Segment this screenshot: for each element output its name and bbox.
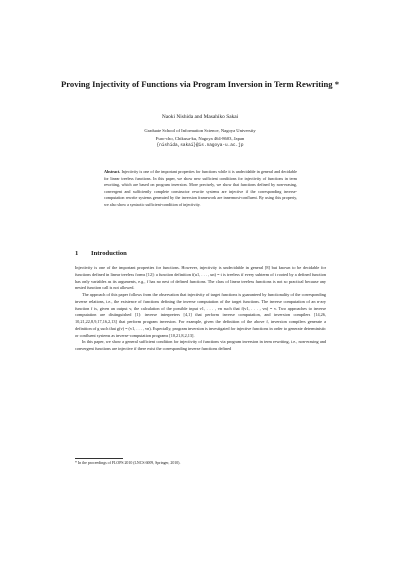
section-title: Introduction: [91, 250, 127, 257]
section-heading: [75, 250, 335, 257]
paragraph: Injectivity is one of the important properties for functions. However, injectivity is undecidable in general [8] but known to be decidable for functions defined in linear treeless forms [12]: a function definition f(u1, . . . , un) = t is treeless if every subterm of t rooted by a defined function has only variables as its arguments, e.g., f has no nest of defined functions. The class of linear treeless functions is not so practical because any nested function call is not allowed.: [75, 265, 326, 291]
affiliation-line-2: Furo-cho, Chikusa-ku, Nagoya 464-8603, Japan: [155, 135, 245, 141]
paragraph: The approach of this paper follows from the observation that injectivity of target functions is guaranteed by functionality of the corresponding inverse relations, i.e., the existence of functions defining the inverse computation of the target functions. The inverse computation of an n-ary function f is, given an output v, the calculation of the possible input v1, . . . , vn such that f(v1, . . . , vn) = v. Two approaches to inverse computation are distinguished [1]: inverse interpreters [4,1] that perform inverse computation, and inversion compilers [14,26, 10,21,22,8,9,17,16,2,13] that perform program inversion. For example, given the definition of the above f, inversion compilers generate a definition of g such that g(v) = (v1, . . . , vn). Especially, program inversion is investigated for injective functions in order to generate deterministic or confluent systems as inverse-computation programs [10,21,8,2,13].: [75, 292, 326, 338]
affiliation-line-1: Graduate School of Information Science, Nagoya University: [144, 128, 256, 133]
body-text: [75, 265, 326, 353]
author-email: {nishida,sakai}@is.nagoya-u.ac.jp: [156, 143, 244, 149]
abstract: [104, 169, 297, 209]
footnote: * In the proceedings of FLOPS 2010 (LNCS 6009, Springer, 2010).: [75, 461, 181, 465]
affiliation: [60, 127, 340, 150]
abstract-text: Injectivity is one of the important properties for functions while it is undecidable in general and decidable for linear treeless functions. In this paper, we show new sufficient conditions for injectivity of functions in term rewriting, which are based on program inversion. More precisely, we show that functions defined by non-erasing, convergent and sufficiently complete constructor rewrite systems are injective if the corresponding inverse-computation rewrite systems generated by the inversion framework are innermost-confluent. By using this property, we also show a syntactic sufficient-condition of injectivity.: [104, 169, 297, 207]
paragraph: In this paper, we show a general sufficient condition for injectivity of functions via program inversion in term rewriting, i.e., non-erasing and convergent functions are injective if there exist the corresponding inverse functions defined: [75, 339, 326, 351]
footnote-rule: [75, 458, 123, 459]
abstract-label: Abstract.: [104, 169, 121, 174]
section-number: 1: [75, 250, 79, 257]
paper-authors: Naoki Nishida and Masahiko Sakai: [161, 114, 239, 120]
paper-title: Proving Injectivity of Functions via Program Inversion in Term Rewriting *: [60, 79, 339, 89]
